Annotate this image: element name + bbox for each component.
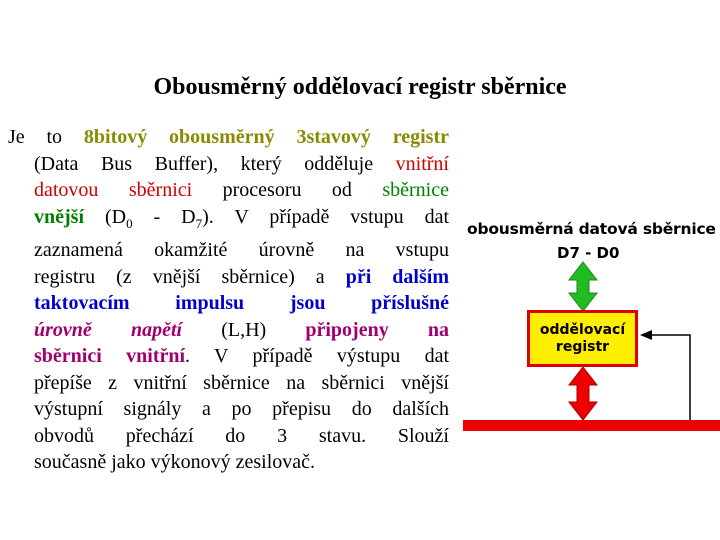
text-segment: (Data Bus Buffer), který odděluje <box>34 152 396 175</box>
green-double-arrow-icon <box>569 262 597 311</box>
text-segment: . V případě výstupu dat <box>185 345 449 367</box>
text-segment: (L,H) <box>182 318 306 341</box>
text-segment: datovou sběrnici <box>34 179 193 201</box>
register-label-line-1: oddělovací <box>539 322 626 338</box>
paragraph-line-5: zaznamená okamžité úrovně na vstupu <box>34 239 449 261</box>
paragraph-line-10: přepíše z vnitřní sběrnice na sběrnici vnější <box>34 371 449 394</box>
text-segment: Je to <box>8 126 84 148</box>
internal-bus-bar <box>463 420 720 431</box>
text-segment: sběrnice <box>382 179 449 201</box>
bus-range-label: D7 - D0 <box>557 244 620 262</box>
paragraph-line-13: současně jako výkonový zesilovač. <box>34 451 316 473</box>
register-label-line-2: registr <box>555 339 610 355</box>
control-signal-line <box>640 330 690 420</box>
register-box <box>527 310 638 367</box>
text-segment: při dalším <box>345 265 449 288</box>
external-bus-label: obousměrná datová sběrnice <box>467 220 716 238</box>
paragraph-line-12: obvodů přechází do 3 stavu. Slouží <box>34 424 449 447</box>
paragraph-line-11: výstupní signály a po přepisu do dalších <box>34 398 449 420</box>
text-segment: registru (z vnější sběrnice) a <box>34 265 346 288</box>
text-segment: vnitřní <box>395 152 449 175</box>
text-segment: taktovacím impulsu jsou příslušné <box>34 292 449 314</box>
red-double-arrow-icon <box>569 367 597 420</box>
text-segment: sběrnici vnitřní <box>34 345 186 367</box>
text-segment: 8bitový obousměrný 3stavový registr <box>83 126 450 148</box>
text-segment: procesoru od <box>192 179 383 201</box>
text-segment: úrovně napětí <box>34 318 183 341</box>
page-title: Obousměrný oddělovací registr sběrnice <box>153 74 567 100</box>
paragraph-line-4: vnější $(D_0 - D_7)$. V případě vstupu dat <box>34 205 450 231</box>
text-segment: připojeny na <box>305 318 449 341</box>
